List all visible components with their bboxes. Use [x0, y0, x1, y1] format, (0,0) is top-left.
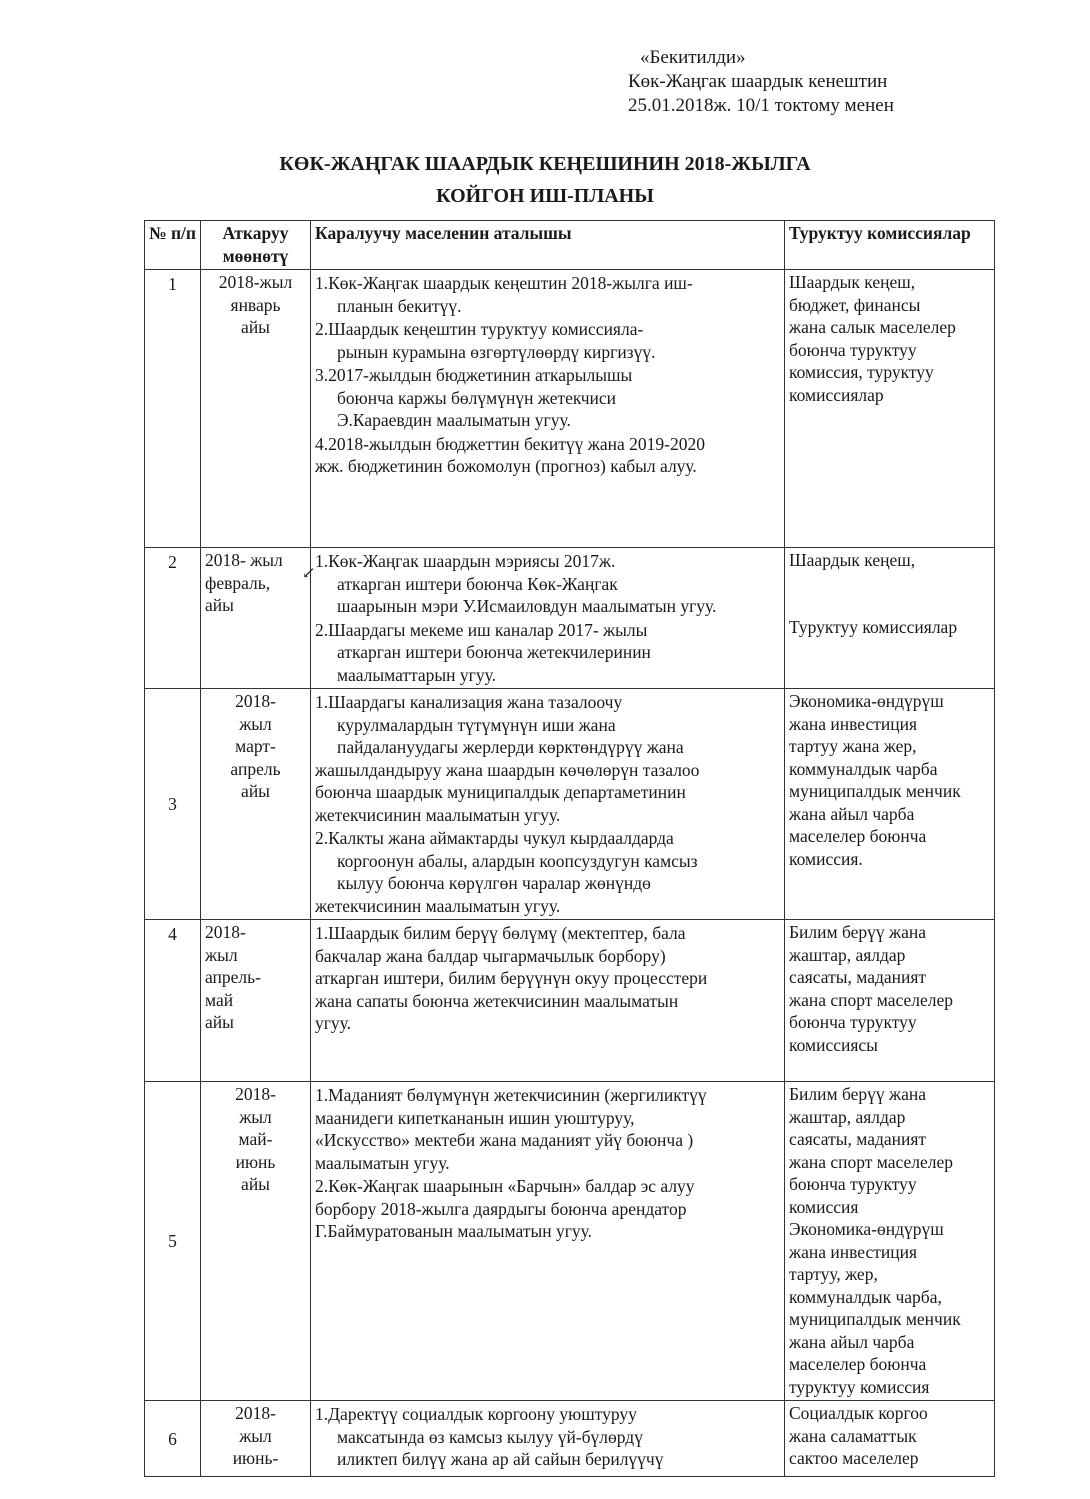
- commission-line: жана айыл чарба: [789, 803, 915, 824]
- topic-line: борбору 2018-жылга даярдыгы боюнча арендатор: [315, 1198, 687, 1219]
- topic-line: максатында өз камсыз кылуу үй-бүлөрдү: [337, 1426, 643, 1447]
- deadline-line: 2018-: [235, 1084, 276, 1104]
- pen-mark: ↙: [302, 565, 316, 582]
- row-topic: [311, 1082, 785, 1401]
- table-row: [145, 270, 995, 548]
- topic-line: боюнча каржы бөлүмүнүн жетекчиси: [337, 387, 616, 408]
- row-deadline: [201, 689, 311, 920]
- commission-line: комиссиясы: [789, 1034, 878, 1055]
- work-plan-table: [144, 220, 995, 1477]
- row-number: 5: [145, 1082, 201, 1401]
- deadline-line: апрель-: [205, 967, 261, 987]
- deadline-line: 2018-: [205, 922, 246, 942]
- row-deadline: [201, 270, 311, 548]
- header-topic: Каралуучу маселенин аталышы: [311, 221, 785, 270]
- row-topic: [311, 920, 785, 1082]
- table-row: [145, 1401, 995, 1477]
- commission-line: жана айыл чарба: [789, 1331, 915, 1352]
- topic-line: 3.2017-жылдын бюджетинин аткарылышы: [315, 365, 633, 385]
- topic-line: боюнча шаардык муниципалдык департаметинин: [315, 782, 686, 802]
- topic-line: жетекчисинин маалыматын угуу.: [315, 804, 561, 825]
- commission-line: Билим берүү жана: [789, 1084, 927, 1104]
- header-date: Аткаруу мөөнөтү: [201, 221, 311, 270]
- deadline-line: июнь-: [232, 1448, 279, 1468]
- deadline-line: жыл: [205, 944, 238, 965]
- document-title: [0, 148, 1090, 212]
- deadline-line: 2018-жыл: [218, 272, 293, 292]
- commission-line: саясаты, маданият: [789, 1129, 927, 1149]
- table-row: [145, 548, 995, 689]
- row-deadline: [201, 920, 311, 1082]
- topic-line: 1.Көк-Жаңгак шаардык кеңештин 2018-жылга иш-: [315, 273, 693, 293]
- topic-item: [315, 549, 780, 618]
- topic-line: кылуу боюнча көрүлгөн чаралар жөнүндө: [337, 873, 651, 893]
- header-num: № п/п: [145, 221, 201, 270]
- topic-line: Г.Баймуратованын маалыматын угуу.: [315, 1221, 593, 1241]
- deadline-line: 2018-: [235, 691, 276, 711]
- topic-line: планын бекитүү.: [337, 295, 462, 316]
- topic-line: маалыматтарын угуу.: [337, 664, 496, 685]
- row-commission: [785, 689, 995, 920]
- row-deadline: [201, 1082, 311, 1401]
- deadline-line: март-: [235, 736, 276, 756]
- commission-line: Социалдык коргоо: [789, 1403, 928, 1423]
- table-row: [145, 689, 995, 920]
- commission-line: бюджет, финансы: [789, 294, 921, 315]
- topic-line: 2.Шаардык кеңештин туруктуу комиссияла-: [315, 319, 644, 339]
- commission-line: боюнча туруктуу: [789, 339, 917, 360]
- commission-line: маселелер боюнча: [789, 826, 927, 846]
- commission-line: коммуналдык чарба,: [789, 1286, 942, 1307]
- topic-line: угуу.: [315, 1013, 352, 1033]
- commission-line: Шаардык кеңеш,: [789, 550, 916, 570]
- topic-item: [315, 317, 780, 363]
- topic-line: иликтеп билүү жана ар ай сайын берилүүчү: [337, 1449, 664, 1469]
- commission-line: туруктуу комиссия: [789, 1376, 930, 1397]
- deadline-line: айы: [241, 781, 270, 801]
- topic-line: рынын курамына өзгөртүлөөрдү киргизүү.: [337, 341, 656, 362]
- commission-line: Экономика-өндүрүш: [789, 691, 944, 711]
- commission-line: комиссиялар: [789, 384, 884, 405]
- table-row: [145, 920, 995, 1082]
- topic-line: жашылдандыруу жана шаардын көчөлөрүн тазалоо: [315, 759, 700, 780]
- row-number: 3: [145, 689, 201, 920]
- topic-line: 2.Шаардагы мекеме иш каналар 2017- жылы: [315, 619, 648, 640]
- row-commission: [785, 1401, 995, 1477]
- commission-line: [789, 572, 990, 594]
- row-number: 6: [145, 1401, 201, 1477]
- approval-line-3: 25.01.2018ж. 10/1 токтому менен: [628, 95, 894, 116]
- topic-item: [315, 690, 780, 826]
- row-commission: [785, 1082, 995, 1401]
- topic-item: [315, 618, 780, 687]
- deadline-line: айы: [241, 317, 270, 337]
- topic-item: [315, 1083, 780, 1174]
- commission-line: боюнча туруктуу: [789, 1174, 917, 1194]
- header-commission: Туруктуу комиссиялар: [785, 221, 995, 270]
- commission-line: саясаты, маданият: [789, 967, 927, 987]
- topic-line: шаарынын мэри У.Исмаиловдун маалыматын угуу.: [337, 596, 717, 616]
- deadline-line: айы: [241, 1174, 270, 1194]
- deadline-line: май-: [238, 1129, 273, 1149]
- topic-line: 1.Маданият бөлүмүнүн жетекчисинин (жергиликтүү: [315, 1085, 707, 1105]
- commission-line: тартуу жана жер,: [789, 736, 917, 756]
- deadline-line: жыл: [239, 1106, 272, 1127]
- commission-line: жана спорт маселелер: [789, 989, 954, 1010]
- row-topic: [311, 1401, 785, 1477]
- commission-line: тартуу, жер,: [789, 1264, 878, 1284]
- commission-line: коммуналдык чарба: [789, 758, 938, 779]
- row-topic: [311, 689, 785, 920]
- topic-line: Э.Караевдин маалыматын угуу.: [337, 410, 571, 430]
- topic-line: маанидеги кипеткананын ишин уюштуруу,: [315, 1107, 635, 1128]
- deadline-line: айы: [205, 1012, 234, 1032]
- topic-line: коргоонун абалы, алардын коопсуздугун камсыз: [337, 850, 698, 871]
- topic-line: 1.Шаардагы канализация жана тазалоочу: [315, 692, 623, 712]
- topic-line: «Искусство» мектеби жана маданият уйү боюнча ): [315, 1130, 694, 1150]
- deadline-line: 2018- жыл: [205, 550, 283, 570]
- commission-line: комиссия, туруктуу: [789, 362, 934, 382]
- topic-line: жетекчисинин маалыматын угуу.: [315, 895, 561, 916]
- topic-line: 2.Көк-Жаңгак шаарынын «Барчын» балдар эс алуу: [315, 1176, 695, 1196]
- row-number: 4: [145, 920, 201, 1082]
- commission-line: жана салык маселелер: [789, 317, 956, 337]
- row-commission: [785, 270, 995, 548]
- table-header-row: [145, 221, 995, 270]
- commission-line: Экономика-өндүрүш: [789, 1219, 944, 1239]
- topic-line: 1.Даректүү социалдык коргоону уюштуруу: [315, 1404, 637, 1424]
- commission-line: муниципалдык менчик: [789, 1309, 961, 1329]
- deadline-line: 2018-: [235, 1403, 276, 1423]
- approval-line-1: «Бекитилди»: [640, 47, 746, 68]
- commission-line: сактоо маселелер: [789, 1448, 919, 1468]
- deadline-line: январь: [230, 294, 281, 315]
- deadline-line: февраль,: [205, 572, 271, 593]
- deadline-line: жыл: [239, 713, 272, 734]
- topic-item: [315, 1402, 780, 1471]
- commission-line: комиссия.: [789, 848, 863, 869]
- topic-line: 1.Көк-Жаңгак шаардын мэриясы 2017ж.: [315, 551, 616, 571]
- row-number: 2: [145, 548, 201, 689]
- title-line-1: КӨК-ЖАҢГАК ШААРДЫК КЕҢЕШИНИН 2018-ЖЫЛГА: [279, 153, 811, 175]
- commission-line: комиссия: [789, 1196, 859, 1217]
- commission-line: жана саламаттык: [789, 1425, 917, 1446]
- commission-line: Шаардык кеңеш,: [789, 272, 916, 292]
- row-deadline: [201, 1401, 311, 1477]
- row-commission: [785, 548, 995, 689]
- commission-line: [789, 594, 990, 616]
- deadline-line: айы: [205, 595, 234, 615]
- topic-item: [315, 432, 780, 478]
- topic-item: [315, 363, 780, 432]
- topic-item: [315, 921, 780, 1035]
- table-row: [145, 1082, 995, 1401]
- topic-line: аткарган иштери, билим берүүнүн окуу процесстери: [315, 968, 708, 988]
- row-commission: [785, 920, 995, 1082]
- commission-line: маселелер боюнча: [789, 1354, 927, 1374]
- row-topic: [311, 270, 785, 548]
- row-deadline: [201, 548, 311, 689]
- topic-line: бакчалар жана балдар чыгармачылык борбору): [315, 945, 666, 966]
- title-line-2: КОЙГОН ИШ-ПЛАНЫ: [436, 185, 654, 207]
- commission-line: боюнча туруктуу: [789, 1012, 917, 1032]
- topic-item: [315, 1174, 780, 1243]
- commission-line: муниципалдык менчик: [789, 781, 961, 801]
- deadline-line: жыл: [239, 1425, 272, 1446]
- approval-stamp: [628, 46, 894, 118]
- deadline-line: май: [205, 989, 234, 1010]
- topic-item: [315, 271, 780, 317]
- topic-line: аткарган иштери боюнча Көк-Жаңгак: [337, 573, 618, 594]
- topic-line: 1.Шаардык билим берүү бөлүмү (мектептер, бала: [315, 923, 686, 943]
- commission-line: жана инвестиция: [789, 1241, 918, 1262]
- commission-line: Билим берүү жана: [789, 922, 927, 942]
- deadline-line: апрель: [230, 758, 281, 779]
- topic-line: жана сапаты боюнча жетекчисинин маалыматын: [315, 990, 679, 1011]
- topic-line: маалыматын угуу.: [315, 1152, 450, 1173]
- topic-item: [315, 826, 780, 917]
- commission-line: Туруктуу комиссиялар: [789, 616, 958, 637]
- topic-line: жж. бюджетинин божомолун (прогноз) кабыл алуу.: [315, 456, 697, 476]
- approval-line-2: Көк-Жаңгак шаардык кенештин: [628, 71, 888, 92]
- topic-line: курулмалардын түтүмүнүн иши жана: [337, 714, 616, 735]
- topic-line: 4.2018-жылдын бюджеттин бекитүү жана 2019-2020: [315, 433, 705, 454]
- topic-line: аткарган иштери боюнча жетекчилеринин: [337, 642, 651, 662]
- commission-line: жана спорт маселелер: [789, 1151, 954, 1172]
- commission-line: жана инвестиция: [789, 713, 918, 734]
- commission-line: жаштар, аялдар: [789, 1106, 906, 1127]
- deadline-line: июнь: [235, 1151, 276, 1172]
- row-number: 1: [145, 270, 201, 548]
- row-topic: [311, 548, 785, 689]
- commission-line: жаштар, аялдар: [789, 944, 906, 965]
- topic-line: пайдалануудагы жерлерди көрктөндүрүү жана: [337, 737, 684, 757]
- table-body: [145, 270, 995, 1477]
- topic-line: 2.Калкты жана аймактарды чукул кырдаалдарда: [315, 828, 674, 848]
